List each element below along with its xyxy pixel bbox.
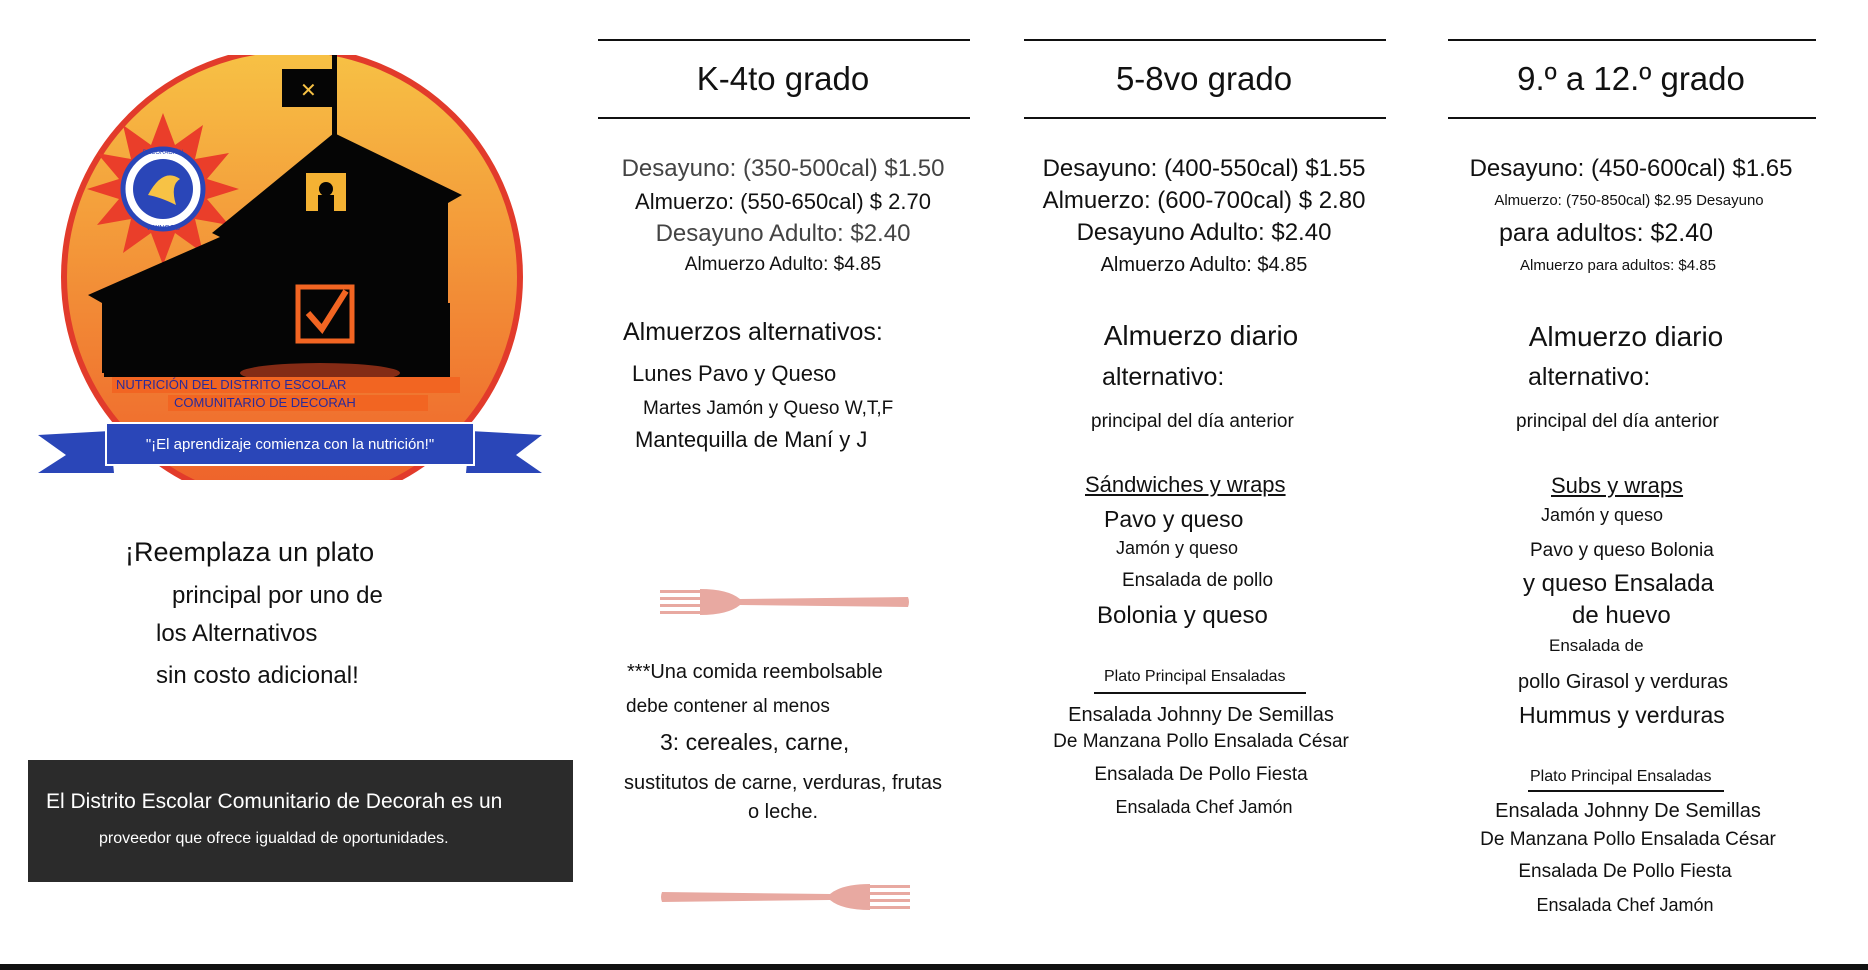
col3-subs-item-1: Pavo y queso Bolonia [1530,540,1714,561]
col2-salad-heading: Plato Principal Ensaladas [1104,668,1286,685]
col2-salad-item-3: Ensalada Chef Jamón [1115,797,1293,817]
col1-note-2: 3: cereales, carne, [660,729,850,755]
col3-salad-item-0: Ensalada Johnny De Semillas [1495,800,1761,822]
district-logo [30,55,550,480]
col1-note-0: ***Una comida reembolsable [627,661,883,683]
col3-subs-item-5: pollo Girasol y verduras [1518,671,1729,693]
equal-opportunity-notice [28,760,573,882]
promo-line-4: sin costo adicional! [156,662,359,689]
col1-alt-item-1: Martes Jamón y Queso W,T,F [643,398,894,419]
seal-top-text: DECORACIÓN [142,150,184,156]
col1-alt-item-0: Lunes Pavo y Queso [632,361,837,386]
col2-sandwich-item-2: Ensalada de pollo [1122,570,1274,591]
col1-price-3: Almuerzo Adulto: $4.85 [684,254,882,275]
col1-bottom-rule [598,117,970,119]
page-bottom-border [0,964,1868,970]
col2-alt-sub: principal del día anterior [1091,411,1294,432]
col3-price-3: Almuerzo para adultos: $4.85 [1520,257,1716,274]
fork-icon [660,585,910,619]
slogan: "¡El aprendizaje comienza con la nutrición!" [145,436,435,453]
col3-salad-item-1: De Manzana Pollo Ensalada César [1480,829,1776,850]
col2-alt-heading-2: alternativo: [1102,363,1225,391]
col3-title: 9.º a 12.º grado [1517,60,1745,97]
col2-sandwich-item-3: Bolonia y queso [1097,602,1268,629]
col2-price-0: Desayuno: (400-550cal) $1.55 [1042,155,1366,182]
col1-note-1: debe contener al menos [626,696,830,717]
col1-price-0: Desayuno: (350-500cal) $1.50 [621,155,945,182]
col2-bottom-rule [1024,117,1386,119]
col3-subs-item-6: Hummus y verduras [1519,702,1725,728]
col2-salad-rule [1094,692,1306,694]
col2-salad-item-0: Ensalada Johnny De Semillas [1068,704,1334,726]
col1-price-2: Desayuno Adulto: $2.40 [655,220,911,247]
col2-salad-item-1: De Manzana Pollo Ensalada César [1053,731,1349,752]
seal-bottom-text: VIKINGOS [146,225,180,232]
promo-line-2: principal por uno de [172,582,383,609]
col3-subs-heading: Subs y wraps [1551,473,1684,498]
promo-line-3: los Alternativos [156,620,318,647]
ribbon-right-tail [466,431,542,473]
col3-salad-heading: Plato Principal Ensaladas [1530,768,1712,785]
col2-price-2: Desayuno Adulto: $2.40 [1076,219,1332,246]
col3-price-2: para adultos: $2.40 [1499,219,1714,247]
notice-line-1: El Distrito Escolar Comunitario de Decorah es un [46,790,503,813]
col3-price-1: Almuerzo: (750-850cal) $2.95 Desayuno [1494,192,1764,209]
org-line-1: NUTRICIÓN DEL DISTRITO ESCOLAR [116,377,347,392]
ribbon-left-tail [38,431,114,473]
col2-title: 5-8vo grado [1115,60,1293,97]
col1-title: K-4to grado [696,60,870,97]
col2-salad-item-2: Ensalada De Pollo Fiesta [1094,764,1308,785]
col3-subs-item-2: y queso Ensalada [1523,570,1714,597]
col1-price-1: Almuerzo: (550-650cal) $ 2.70 [635,189,931,214]
col3-subs-item-4: Ensalada de [1549,636,1644,655]
col3-price-0: Desayuno: (450-600cal) $1.65 [1469,155,1793,182]
col2-sandwich-heading: Sándwiches y wraps [1085,472,1286,497]
org-line-2: COMUNITARIO DE DECORAH [174,395,356,410]
col3-salad-rule [1528,790,1724,792]
col3-salad-item-2: Ensalada De Pollo Fiesta [1518,861,1732,882]
col1-note-3: sustitutos de carne, verduras, frutas [624,772,942,794]
col2-sandwich-item-0: Pavo y queso [1104,506,1244,532]
promo-line-1: ¡Reemplaza un plato [125,537,375,567]
col3-bottom-rule [1448,117,1816,119]
col3-salad-item-3: Ensalada Chef Jamón [1536,895,1714,915]
col3-alt-heading-2: alternativo: [1528,363,1651,391]
svg-text:✕: ✕ [300,78,317,102]
notice-line-2: proveedor que ofrece igualdad de oportunidades. [99,830,449,847]
col2-price-3: Almuerzo Adulto: $4.85 [1100,254,1308,276]
fork-icon [660,880,910,914]
col3-subs-item-0: Jamón y queso [1541,505,1664,525]
col1-top-rule [598,39,970,41]
col2-sandwich-item-1: Jamón y queso [1116,538,1239,558]
col1-alt-heading: Almuerzos alternativos: [623,318,883,346]
col1-note-4: o leche. [747,801,819,823]
col1-alt-item-2: Mantequilla de Maní y J [635,427,868,452]
col3-top-rule [1448,39,1816,41]
col2-price-1: Almuerzo: (600-700cal) $ 2.80 [1042,187,1366,214]
col3-subs-item-3: de huevo [1572,602,1671,629]
col3-alt-heading-1: Almuerzo diario [1528,321,1724,352]
col2-alt-heading-1: Almuerzo diario [1103,320,1299,351]
col3-alt-sub: principal del día anterior [1516,411,1719,432]
col2-top-rule [1024,39,1386,41]
